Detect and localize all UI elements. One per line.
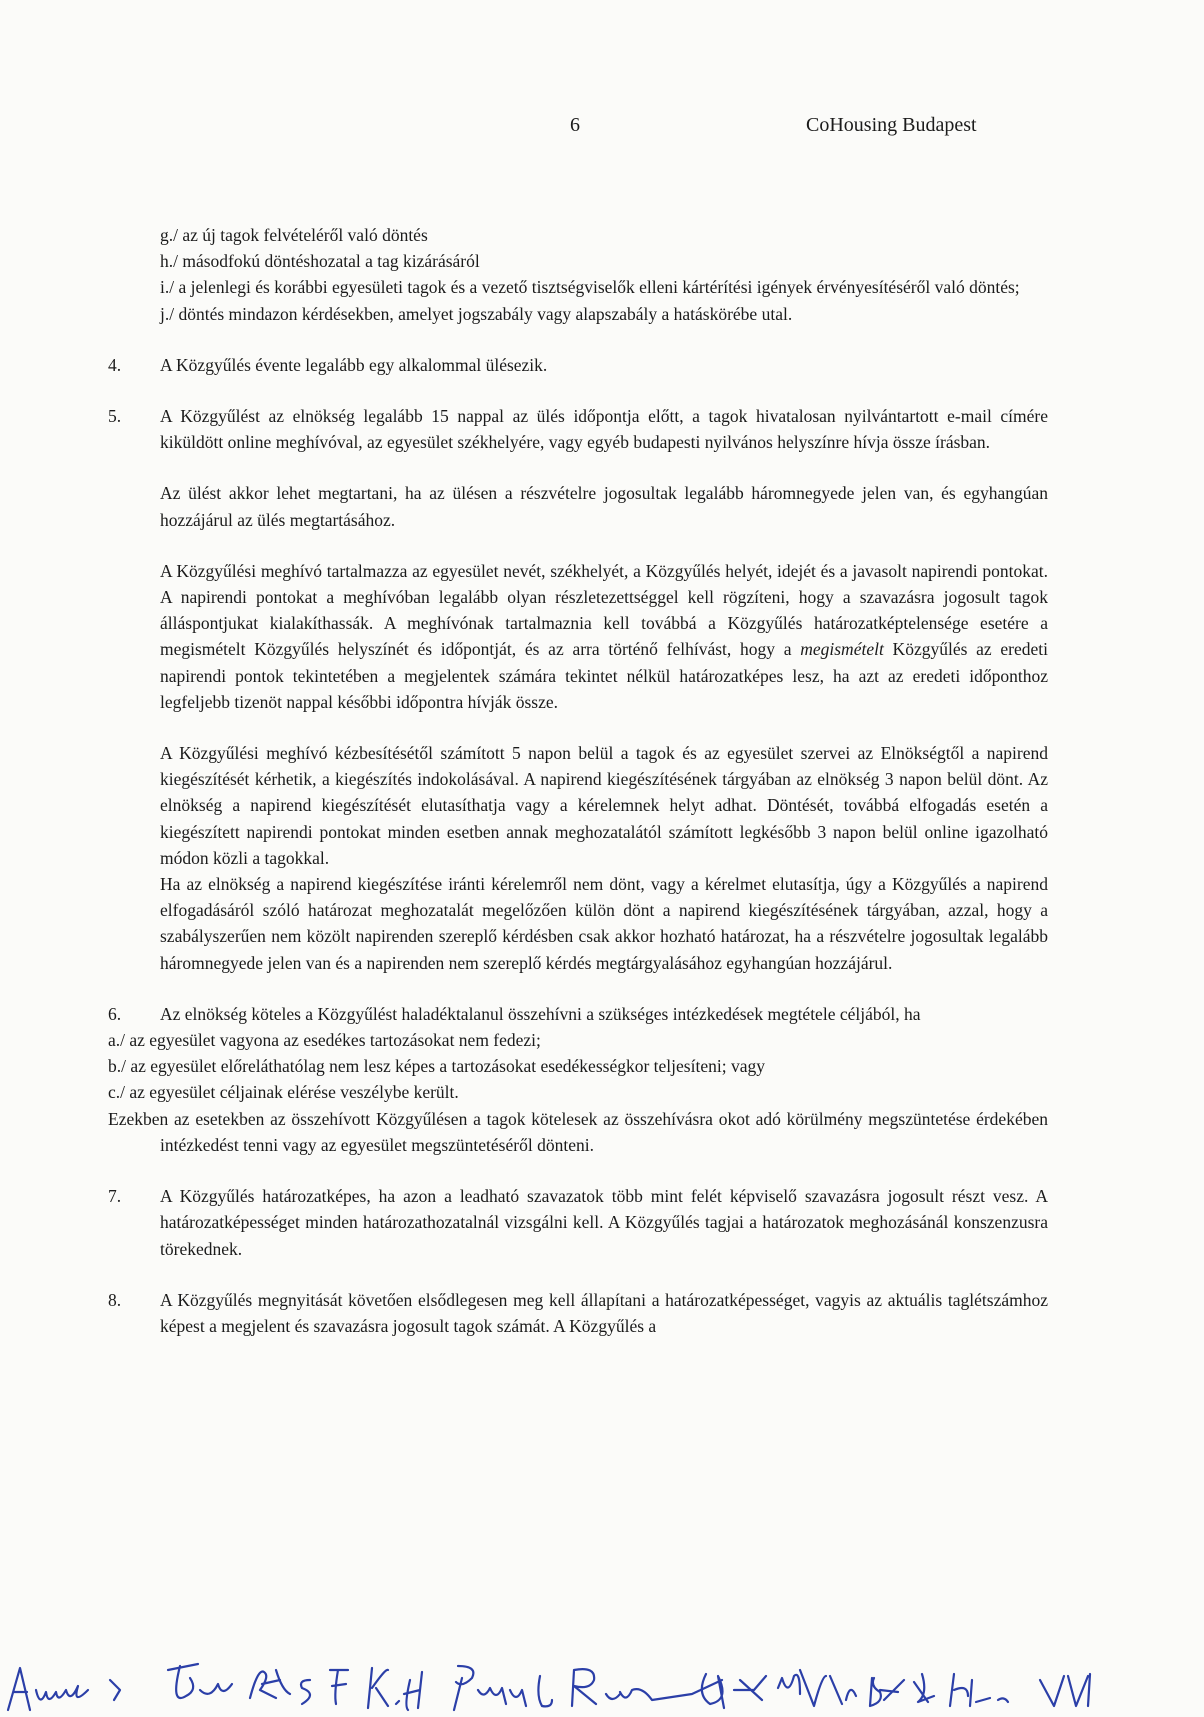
page-number: 6 — [570, 114, 580, 136]
signature-label-handwriting — [8, 1668, 120, 1710]
signature-2 — [250, 1670, 290, 1698]
signature-9 — [950, 1674, 1008, 1706]
list-item-6a: a./ az egyesület vagyona az esedékes tartozásokat nem fedezi; — [108, 1030, 541, 1051]
list-item-i: i./ a jelenlegi és korábbi egyesületi tagok és a vezető tisztségviselők elleni kártérítési igények érvényesítéséről való döntés; — [160, 277, 1020, 298]
section-5 — [108, 403, 1048, 455]
section-text: Az elnökség köteles a Közgyűlést haladéktalanul összehívni a szükséges intézkedések megtétele céljából, ha — [160, 1003, 921, 1024]
list-item-6c: c./ az egyesület céljainak elérése veszélybe került. — [108, 1082, 459, 1103]
signature-8 — [870, 1674, 934, 1706]
list-item-j: j./ döntés mindazon kérdésekben, amelyet jogszabály vagy alapszabály a hatáskörébe utal. — [160, 303, 793, 324]
paragraph-quorum: Az ülést akkor lehet megtartani, ha az ülésen a részvételre jogosultak legalább háromnegyede jelen van, és egyhangúan hozzájárul az ülés megtartásához. — [160, 483, 1048, 530]
signature-10 — [1040, 1674, 1090, 1706]
list-item-6b: b./ az egyesület előreláthatólag nem lesz képes a tartozásokat esedékességkor teljesíteni; vagy — [108, 1056, 765, 1077]
paragraph-agenda-supplement: A Közgyűlési meghívó kézbesítésétől számított 5 napon belül a tagok és az egyesület szervei az Elnökségtől a napirend kiegészítését kérhetik, a kiegészítés indokolásával. A napirend kiegészítésének tárgyában az elnökség 3 napon belül dönt. Az elnökség a napirend kiegészítését elutasíthatja vagy a kérelemnek helyt adhat. Döntését, továbbá elfogadás esetén a kiegészített napirendi pontokat minden esetben annak meghozatalától számított legkésőbb 3 napon belül online igazolható módon közli a tagokkal. — [160, 743, 1048, 868]
section-number: 5. — [108, 406, 122, 427]
section-6 — [108, 1001, 1048, 1027]
section-8 — [108, 1287, 1048, 1339]
section-text: A Közgyűlést az elnökség legalább 15 nappal az ülés időpontja előtt, a tagok hivatalosan nyilvántartott e-mail címére kiküldött online meghívóval, az egyesület székhelyére, vagy egyéb budapesti nyilvános helyszínre hívja össze írásban. — [160, 406, 1048, 453]
handwritten-signatures — [0, 1640, 1204, 1717]
signature-1 — [168, 1664, 232, 1698]
signature-7 — [702, 1670, 856, 1708]
section-number: 6. — [108, 1003, 122, 1024]
signature-4 — [368, 1668, 422, 1710]
list-item-g: g./ az új tagok felvételéről való döntés — [160, 225, 428, 245]
paragraph-6-conclusion: Ezekben az esetekben az összehívott Közgyűlésen a tagok kötelesek az összehívásra okot adó körülmény megszüntetése érdekében intézkedést tenni vagy az egyesület megszüntetéséről dönteni. — [108, 1108, 1048, 1155]
section-7 — [108, 1183, 1048, 1262]
signature-5 — [454, 1666, 552, 1710]
section-4 — [108, 352, 1048, 378]
header-title: CoHousing Budapest — [806, 114, 977, 136]
document-body — [108, 222, 1048, 1339]
section-number: 4. — [108, 354, 122, 375]
italic-word: megismételt — [800, 639, 884, 660]
section-number: 7. — [108, 1186, 122, 1207]
section-text: A Közgyűlés határozatképes, ha azon a leadható szavazatok több mint felét képviselő szavazásra jogosult részt vesz. A határozatképességet minden határozathozatalnál vizsgálni kell. A Közgyűlés tagjai a határozatok meghozásánál konszenzusra törekednek. — [160, 1186, 1048, 1259]
section-number: 8. — [108, 1289, 122, 1310]
paragraph-agenda-rejection: Ha az elnökség a napirend kiegészítése iránti kérelemről nem dönt, vagy a kérelmet elutasítja, úgy a Közgyűlés a napirend elfogadásáról szóló határozat meghozatalát megelőzően külön dönt a napirend kiegészítésének tárgyában, azzal, hogy a szabályszerűen nem közölt napirenden szereplő kérdésben csak akkor hozható határozat, ha a részvételre jogosultak legalább háromnegyede jelen van és a napirenden nem szereplő kérdés megtárgyalásához egyhangúan hozzájárul. — [160, 874, 1048, 973]
paragraph-invitation: A Közgyűlési meghívó tartalmazza az egyesület nevét, székhelyét, a Közgyűlés helyét, idejét és a javasolt napirendi pontokat. A napirendi pontokat a meghívóban legalább olyan részletezettséggel kell rögzíteni, hogy a szavazásra jogosult tagok álláspontjukat kialakíthassák. A meghívónak tartalmaznia kell továbbá a Közgyűlés határozatképtelensége esetére a megismételt Közgyűlés helyszínét és időpontját, és az arra történő felhívást, hogy a megismételt Közgyűlés az eredeti napirendi pontok tekintetében a megjelentek számára tekintet nélkül határozatképes lesz, ha azt az eredeti időponthoz legfeljebb tizenöt nappal későbbi időpontra hívják össze. — [160, 560, 1048, 712]
section-text: A Közgyűlés megnyitását követően elsődlegesen meg kell állapítani a határozatképességet, vagyis az aktuális taglétszámhoz képest a megjelent és szavazásra jogosult tagok számát. A Közgyűlés a — [160, 1289, 1048, 1336]
signature-6 — [572, 1669, 722, 1706]
section-text: A Közgyűlés évente legalább egy alkalommal ülésezik. — [160, 354, 548, 375]
signature-3 — [301, 1670, 348, 1704]
list-item-h: h./ másodfokú döntéshozatal a tag kizárásáról — [160, 251, 480, 272]
